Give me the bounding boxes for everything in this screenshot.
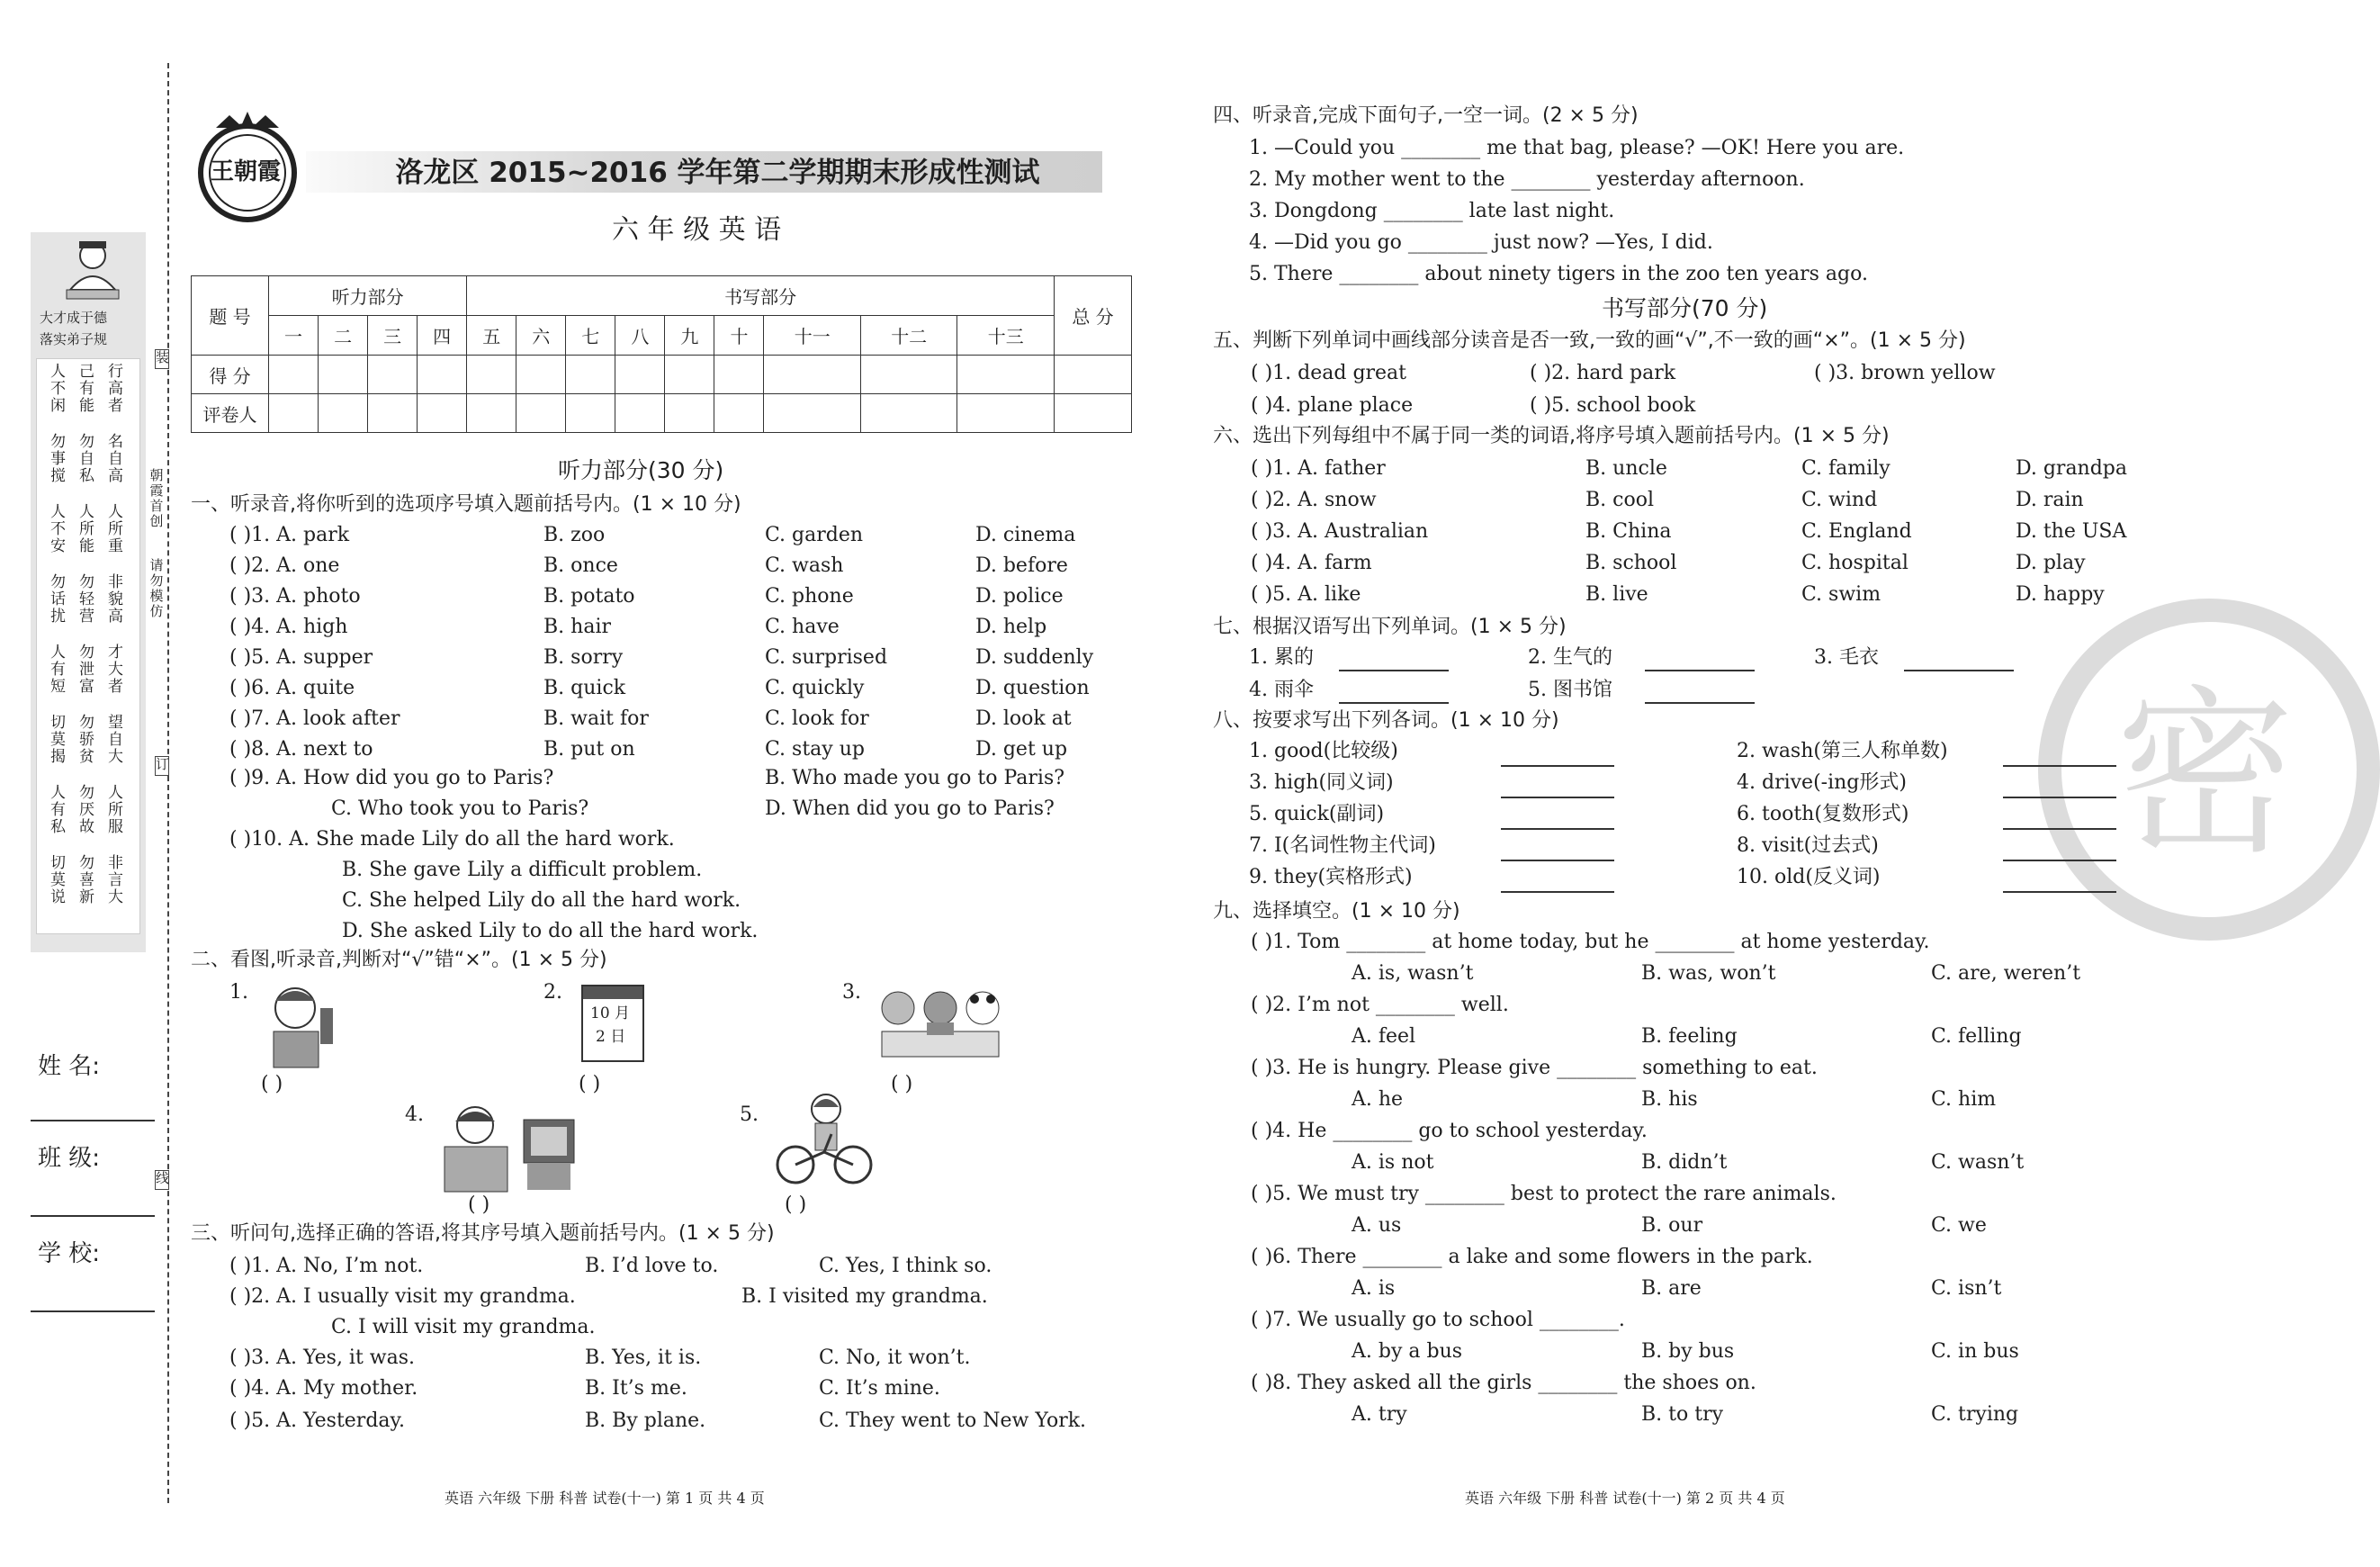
s4-line-4: 4. —Did you go ________ just now? —Yes, I did. xyxy=(1249,231,1713,254)
s6-q4-opt-1: B. school xyxy=(1585,552,1677,574)
s8-item-7: 7. I(名词性物主代词) xyxy=(1249,834,1436,857)
s6-q3-opt-2: C. England xyxy=(1801,520,1912,543)
s6-q4-opt-0: ( )4. A. farm xyxy=(1251,552,1372,574)
grader-row-label: 评卷人 xyxy=(192,394,269,433)
s6-q3-opt-0: ( )3. A. Australian xyxy=(1251,520,1429,543)
s3-q2-c: C. I will visit my grandma. xyxy=(331,1316,596,1338)
pic-2-paren: ( ) xyxy=(579,1073,601,1095)
motto-17: 勿骄贫 xyxy=(79,714,94,766)
s1-q4-opt-2: C. have xyxy=(765,616,840,638)
motto-14: 勿泄富 xyxy=(79,644,94,696)
s1-q6-opt-2: C. quickly xyxy=(765,677,865,699)
pic-4-paren: ( ) xyxy=(468,1193,490,1216)
school-label: 学 校: xyxy=(38,1240,101,1267)
s8-blank-10[interactable] xyxy=(2003,891,2116,893)
pic-1-number: 1. xyxy=(229,981,248,1004)
s9-q2: ( )2. I’m not ________ well. xyxy=(1251,994,1509,1016)
watermark-char: 密 xyxy=(2115,670,2296,879)
s8-item-3: 3. high(同义词) xyxy=(1249,771,1394,794)
s9-q4-b: B. didn’t xyxy=(1641,1151,1728,1174)
s9-q1: ( )1. Tom ________ at home today, but he ________ at home yesterday. xyxy=(1251,931,1930,953)
s3-q3-a: ( )3. A. Yes, it was. xyxy=(229,1346,416,1369)
s9-q8-c: C. trying xyxy=(1931,1403,2019,1426)
s3-q4-c: C. It’s mine. xyxy=(819,1377,940,1400)
s8-item-2: 2. wash(第三人称单数) xyxy=(1737,740,1948,762)
score-cell[interactable] xyxy=(764,356,860,394)
s1-q8-opt-1: B. put on xyxy=(543,738,635,761)
writing-heading: 书写部分(70 分) xyxy=(1602,295,1768,321)
copyright-note-2: 请勿模仿 xyxy=(149,557,164,619)
s8-blank-7[interactable] xyxy=(1501,860,1614,861)
s3-q1-b: B. I’d love to. xyxy=(585,1255,719,1277)
pic-4-girl-tv xyxy=(437,1098,581,1193)
s6-q1-opt-1: B. uncle xyxy=(1585,457,1667,480)
section-5-heading: 五、判断下列单词中画线部分读音是否一致,一致的画“√”,不一致的画“×”。(1 × 5 分) xyxy=(1213,329,1966,352)
motto-13: 人有短 xyxy=(50,644,66,696)
section-1-heading: 一、听录音,将你听到的选项序号填入题前括号内。(1 × 10 分) xyxy=(191,493,741,516)
s7-blank-2[interactable] xyxy=(1645,670,1755,671)
pic-3-number: 3. xyxy=(842,981,861,1004)
listening-heading: 听力部分(30 分) xyxy=(558,457,724,483)
s8-item-4: 4. drive(-ing形式) xyxy=(1737,771,1907,794)
s7-item-2: 2. 生气的 xyxy=(1528,646,1612,669)
s4-line-1: 1. —Could you ________ me that bag, please? —OK! Here you are. xyxy=(1249,137,1905,159)
q10-c: C. She helped Lily do all the hard work. xyxy=(342,889,741,912)
s6-q2-opt-1: B. cool xyxy=(1585,489,1655,511)
score-total-head: 总 分 xyxy=(1055,276,1132,356)
q10-d: D. She asked Lily to do all the hard work. xyxy=(342,920,759,942)
sidebar-mascot-icon xyxy=(63,236,122,306)
s4-line-5: 5. There ________ about ninety tigers in the zoo ten years ago. xyxy=(1249,263,1868,285)
class-line[interactable] xyxy=(31,1215,155,1217)
s1-q2-opt-2: C. wash xyxy=(765,554,844,577)
motto-16: 切莫揭 xyxy=(50,714,66,766)
motto-1: 人不闲 xyxy=(50,363,66,415)
pic-2-calendar xyxy=(581,985,644,1062)
score-col-7: 七 xyxy=(566,316,615,356)
s6-q5-opt-1: B. live xyxy=(1585,583,1648,606)
s1-q2-opt-3: D. before xyxy=(975,554,1068,577)
s9-q6-c: C. isn’t xyxy=(1931,1277,2002,1300)
s4-line-2: 2. My mother went to the ________ yesterday afternoon. xyxy=(1249,168,1805,191)
score-cell[interactable] xyxy=(957,394,1055,433)
pic-4-number: 4. xyxy=(405,1103,424,1126)
s9-q7: ( )7. We usually go to school ________. xyxy=(1251,1309,1625,1331)
pic-3-animals-party xyxy=(873,977,1008,1060)
s1-q5-opt-1: B. sorry xyxy=(543,646,624,669)
s9-q1-b: B. was, won’t xyxy=(1641,962,1776,985)
score-cell[interactable] xyxy=(615,356,665,394)
motto-23: 勿喜新 xyxy=(79,854,94,906)
s9-q5-b: B. our xyxy=(1641,1214,1703,1237)
motto-9: 人所重 xyxy=(108,503,123,555)
motto-11: 勿轻营 xyxy=(79,573,94,626)
score-cell[interactable] xyxy=(860,394,956,433)
motto-2: 己有能 xyxy=(79,363,94,415)
motto-21: 人所服 xyxy=(108,784,123,836)
s1-q8-opt-3: D. get up xyxy=(975,738,1068,761)
s1-q3-opt-2: C. phone xyxy=(765,585,854,608)
s7-item-4: 4. 雨伞 xyxy=(1249,679,1314,701)
motto-20: 勿厌故 xyxy=(79,784,94,836)
s9-q5-c: C. we xyxy=(1931,1214,1987,1237)
score-col-title: 题 号 xyxy=(192,276,269,356)
motto-15: 才大者 xyxy=(108,644,123,696)
s5-item-5: ( )5. school book xyxy=(1530,394,1696,417)
section-8-heading: 八、按要求写出下列各词。(1 × 10 分) xyxy=(1213,709,1559,732)
s1-q5-opt-0: ( )5. A. supper xyxy=(229,646,373,669)
s9-q6: ( )6. There ________ a lake and some flowers in the park. xyxy=(1251,1246,1813,1268)
q9-c: C. Who took you to Paris? xyxy=(331,797,589,820)
pic-5-number: 5. xyxy=(740,1103,759,1126)
score-cell[interactable] xyxy=(467,394,516,433)
s1-q5-opt-2: C. surprised xyxy=(765,646,888,669)
class-label: 班 级: xyxy=(38,1145,101,1172)
name-line[interactable] xyxy=(31,1120,155,1121)
section-6-heading: 六、选出下列每组中不属于同一类的词语,将序号填入题前括号内。(1 × 5 分) xyxy=(1213,425,1890,447)
score-col-6: 六 xyxy=(516,316,566,356)
s1-q7-opt-2: C. look for xyxy=(765,707,869,730)
q10-b: B. She gave Lily a difficult problem. xyxy=(342,859,703,881)
s1-q8-opt-0: ( )8. A. next to xyxy=(229,738,373,761)
s1-q4-opt-1: B. hair xyxy=(543,616,611,638)
score-col-4: 四 xyxy=(418,316,467,356)
s8-item-10: 10. old(反义词) xyxy=(1737,866,1881,888)
s9-q2-c: C. felling xyxy=(1931,1025,2022,1048)
s1-q6-opt-3: D. question xyxy=(975,677,1090,699)
score-cell[interactable] xyxy=(319,356,368,394)
s1-q6-opt-1: B. quick xyxy=(543,677,626,699)
s7-blank-4[interactable] xyxy=(1339,702,1449,704)
seal-mark-3: 线 xyxy=(155,1170,169,1190)
s5-item-2: ( )2. hard park xyxy=(1530,362,1676,384)
s8-blank-4[interactable] xyxy=(2003,797,2116,798)
s1-q8-opt-2: C. stay up xyxy=(765,738,865,761)
score-cell[interactable] xyxy=(860,356,956,394)
s9-q2-b: B. feeling xyxy=(1641,1025,1738,1048)
s7-item-1: 1. 累的 xyxy=(1249,646,1314,669)
s6-q2-opt-2: C. wind xyxy=(1801,489,1878,511)
s6-q3-opt-1: B. China xyxy=(1585,520,1672,543)
s9-q6-b: B. are xyxy=(1641,1277,1702,1300)
score-cell[interactable] xyxy=(714,394,764,433)
s7-item-3: 3. 毛衣 xyxy=(1814,646,1879,669)
s6-q1-opt-0: ( )1. A. father xyxy=(1251,457,1386,480)
name-label: 姓 名: xyxy=(38,1053,101,1080)
s6-q5-opt-2: C. swim xyxy=(1801,583,1882,606)
score-cell[interactable] xyxy=(269,356,319,394)
motto-18: 望自大 xyxy=(108,714,123,766)
score-cell[interactable] xyxy=(714,356,764,394)
s9-q7-a: A. by a bus xyxy=(1352,1340,1463,1363)
score-cell[interactable] xyxy=(516,394,566,433)
right-footer: 英语 六年级 下册 科普 试卷(十一) 第 2 页 共 4 页 xyxy=(1465,1490,1785,1507)
seal-mark-1: 装 xyxy=(155,349,169,369)
motto-5: 勿自私 xyxy=(79,433,94,485)
s3-q2-b: B. I visited my grandma. xyxy=(741,1285,988,1308)
s1-q2-opt-0: ( )2. A. one xyxy=(229,554,340,577)
s6-q1-opt-3: D. grandpa xyxy=(2016,457,2128,480)
s3-q3-b: B. Yes, it is. xyxy=(585,1346,702,1369)
score-col-10: 十 xyxy=(714,316,764,356)
pic-1-phone-boy xyxy=(257,981,338,1069)
s9-q3-b: B. his xyxy=(1641,1088,1698,1111)
left-footer: 英语 六年级 下册 科普 试卷(十一) 第 1 页 共 4 页 xyxy=(445,1490,765,1507)
s9-q7-c: C. in bus xyxy=(1931,1340,2019,1363)
motto-10: 勿话扰 xyxy=(50,573,66,626)
s1-q1-opt-3: D. cinema xyxy=(975,524,1076,546)
s8-item-5: 5. quick(副词) xyxy=(1249,803,1385,825)
score-listening-head: 听力部分 xyxy=(269,276,467,316)
s5-item-1: ( )1. dead great xyxy=(1251,362,1407,384)
score-col-5: 五 xyxy=(467,316,516,356)
section-4-heading: 四、听录音,完成下面句子,一空一词。(2 × 5 分) xyxy=(1213,104,1639,127)
section-9-heading: 九、选择填空。(1 × 10 分) xyxy=(1213,900,1460,923)
s3-q3-c: C. No, it won’t. xyxy=(819,1346,971,1369)
motto-4: 勿事搅 xyxy=(50,433,66,485)
score-cell[interactable] xyxy=(516,356,566,394)
score-cell[interactable] xyxy=(957,356,1055,394)
s8-blank-6[interactable] xyxy=(2003,828,2116,830)
motto-8: 人所能 xyxy=(79,503,94,555)
score-row-label: 得 分 xyxy=(192,356,269,394)
s1-q1-opt-0: ( )1. A. park xyxy=(229,524,350,546)
calendar-month: 10 月 xyxy=(590,1004,631,1022)
exam-subject: 六 年 级 英 语 xyxy=(612,214,782,246)
s4-line-3: 3. Dongdong ________ late last night. xyxy=(1249,200,1615,222)
s9-q8-a: A. try xyxy=(1352,1403,1407,1426)
binding-dashed-line xyxy=(167,63,169,1503)
motto-24: 非言大 xyxy=(108,854,123,906)
section-3-heading: 三、听问句,选择正确的答语,将其序号填入题前括号内。(1 × 5 分) xyxy=(191,1222,775,1245)
s1-q7-opt-0: ( )7. A. look after xyxy=(229,707,400,730)
s6-q2-opt-0: ( )2. A. snow xyxy=(1251,489,1377,511)
s8-blank-8[interactable] xyxy=(2003,860,2116,861)
section-7-heading: 七、根据汉语写出下列单词。(1 × 5 分) xyxy=(1213,616,1567,638)
s7-blank-1[interactable] xyxy=(1339,670,1449,671)
q9-b: B. Who made you go to Paris? xyxy=(765,767,1065,789)
s9-q5-a: A. us xyxy=(1352,1214,1402,1237)
s9-q5: ( )5. We must try ________ best to protect the rare animals. xyxy=(1251,1183,1837,1205)
score-cell[interactable] xyxy=(319,394,368,433)
score-cell[interactable] xyxy=(1055,394,1132,433)
s1-q7-opt-1: B. wait for xyxy=(543,707,649,730)
s3-q5-a: ( )5. A. Yesterday. xyxy=(229,1409,406,1432)
s6-q1-opt-2: C. family xyxy=(1801,457,1891,480)
score-cell[interactable] xyxy=(764,394,860,433)
s8-item-6: 6. tooth(复数形式) xyxy=(1737,803,1909,825)
score-col-13: 十三 xyxy=(957,316,1055,356)
pic-1-paren: ( ) xyxy=(261,1073,283,1095)
s9-q8: ( )8. They asked all the girls ________ the shoes on. xyxy=(1251,1372,1756,1394)
score-table xyxy=(191,275,1132,433)
s9-q8-b: B. to try xyxy=(1641,1403,1724,1426)
motto-3: 行高者 xyxy=(108,363,123,415)
score-cell[interactable] xyxy=(665,356,714,394)
s9-q4-c: C. wasn’t xyxy=(1931,1151,2025,1174)
pic-5-paren: ( ) xyxy=(785,1193,807,1216)
s3-q5-c: C. They went to New York. xyxy=(819,1409,1087,1432)
pic-5-boy-bicycle xyxy=(774,1089,873,1188)
motto-22: 切莫说 xyxy=(50,854,66,906)
score-col-2: 二 xyxy=(319,316,368,356)
s7-blank-5[interactable] xyxy=(1645,702,1755,704)
s6-q5-opt-3: D. happy xyxy=(2016,583,2105,606)
s8-blank-9[interactable] xyxy=(1501,891,1614,893)
s6-q5-opt-0: ( )5. A. like xyxy=(1251,583,1361,606)
s1-q7-opt-3: D. look at xyxy=(975,707,1072,730)
score-cell[interactable] xyxy=(1055,356,1132,394)
school-line[interactable] xyxy=(31,1310,155,1312)
s8-blank-1[interactable] xyxy=(1501,765,1614,767)
seal-mark-2: 订 xyxy=(155,756,169,776)
brand-logo-text: 王朝霞 xyxy=(211,158,282,185)
confidential-watermark xyxy=(2038,599,2380,941)
sidebar-slogan-2: 落实弟子规 xyxy=(40,331,108,347)
sidebar-slogan-1: 大才成于德 xyxy=(40,310,108,326)
s6-q3-opt-3: D. the USA xyxy=(2016,520,2127,543)
s8-blank-2[interactable] xyxy=(2003,765,2116,767)
s6-q2-opt-3: D. rain xyxy=(2016,489,2084,511)
score-writing-head: 书写部分 xyxy=(467,276,1055,316)
calendar-day: 2 日 xyxy=(596,1028,626,1046)
s6-q4-opt-3: D. play xyxy=(2016,552,2086,574)
s1-q1-opt-2: C. garden xyxy=(765,524,864,546)
s8-blank-3[interactable] xyxy=(1501,797,1614,798)
s1-q3-opt-0: ( )3. A. photo xyxy=(229,585,361,608)
score-col-3: 三 xyxy=(368,316,418,356)
s1-q3-opt-1: B. potato xyxy=(543,585,635,608)
q9-d: D. When did you go to Paris? xyxy=(765,797,1055,820)
s8-item-8: 8. visit(过去式) xyxy=(1737,834,1879,857)
s1-q6-opt-0: ( )6. A. quite xyxy=(229,677,355,699)
q10-a: ( )10. A. She made Lily do all the hard work. xyxy=(229,828,675,851)
score-cell[interactable] xyxy=(566,356,615,394)
s3-q4-a: ( )4. A. My mother. xyxy=(229,1377,418,1400)
s9-q3-a: A. he xyxy=(1352,1088,1404,1111)
score-cell[interactable] xyxy=(368,394,418,433)
s1-q5-opt-3: D. suddenly xyxy=(975,646,1094,669)
motto-6: 名自高 xyxy=(108,433,123,485)
score-cell[interactable] xyxy=(615,394,665,433)
s5-item-3: ( )3. brown yellow xyxy=(1814,362,1996,384)
s1-q3-opt-3: D. police xyxy=(975,585,1064,608)
score-col-9: 九 xyxy=(665,316,714,356)
s1-q1-opt-1: B. zoo xyxy=(543,524,606,546)
s3-q1-c: C. Yes, I think so. xyxy=(819,1255,992,1277)
s9-q3: ( )3. He is hungry. Please give ________ something to eat. xyxy=(1251,1057,1818,1079)
s3-q5-b: B. By plane. xyxy=(585,1409,706,1432)
s3-q2-a: ( )2. A. I usually visit my grandma. xyxy=(229,1285,576,1308)
s9-q4: ( )4. He ________ go to school yesterday. xyxy=(1251,1120,1648,1142)
s8-blank-5[interactable] xyxy=(1501,828,1614,830)
motto-19: 人有私 xyxy=(50,784,66,836)
exam-title: 洛龙区 2015~2016 学年第二学期期末形成性测试 xyxy=(395,157,1040,189)
s9-q2-a: A. feel xyxy=(1352,1025,1416,1048)
motto-12: 非貌高 xyxy=(108,573,123,626)
s8-item-1: 1. good(比较级) xyxy=(1249,740,1398,762)
s9-q3-c: C. him xyxy=(1931,1088,1997,1111)
s1-q4-opt-0: ( )4. A. high xyxy=(229,616,348,638)
copyright-note-1: 朝霞首创 xyxy=(149,467,164,529)
s1-q2-opt-1: B. once xyxy=(543,554,618,577)
s9-q1-c: C. are, weren’t xyxy=(1931,962,2081,985)
q9-a: ( )9. A. How did you go to Paris? xyxy=(229,767,554,789)
pic-2-number: 2. xyxy=(543,981,562,1004)
s9-q4-a: A. is not xyxy=(1352,1151,1434,1174)
score-col-8: 八 xyxy=(615,316,665,356)
score-col-1: 一 xyxy=(269,316,319,356)
s9-q1-a: A. is, wasn’t xyxy=(1352,962,1474,985)
section-2-heading: 二、看图,听录音,判断对“√”错“×”。(1 × 5 分) xyxy=(191,949,607,971)
s6-q4-opt-2: C. hospital xyxy=(1801,552,1908,574)
score-cell[interactable] xyxy=(418,356,467,394)
s9-q6-a: A. is xyxy=(1352,1277,1396,1300)
score-cell[interactable] xyxy=(665,394,714,433)
score-cell[interactable] xyxy=(418,394,467,433)
score-col-12: 十二 xyxy=(860,316,956,356)
pic-3-paren: ( ) xyxy=(891,1073,913,1095)
score-cell[interactable] xyxy=(566,394,615,433)
s1-q4-opt-3: D. help xyxy=(975,616,1047,638)
motto-7: 人不安 xyxy=(50,503,66,555)
s7-blank-3[interactable] xyxy=(1904,670,2014,671)
s5-item-4: ( )4. plane place xyxy=(1251,394,1414,417)
s3-q1-a: ( )1. A. No, I’m not. xyxy=(229,1255,424,1277)
score-cell[interactable] xyxy=(368,356,418,394)
s9-q7-b: B. by bus xyxy=(1641,1340,1735,1363)
score-cell[interactable] xyxy=(269,394,319,433)
score-col-11: 十一 xyxy=(764,316,860,356)
s7-item-5: 5. 图书馆 xyxy=(1528,679,1612,701)
score-cell[interactable] xyxy=(467,356,516,394)
s3-q4-b: B. It’s me. xyxy=(585,1377,687,1400)
s8-item-9: 9. they(宾格形式) xyxy=(1249,866,1413,888)
